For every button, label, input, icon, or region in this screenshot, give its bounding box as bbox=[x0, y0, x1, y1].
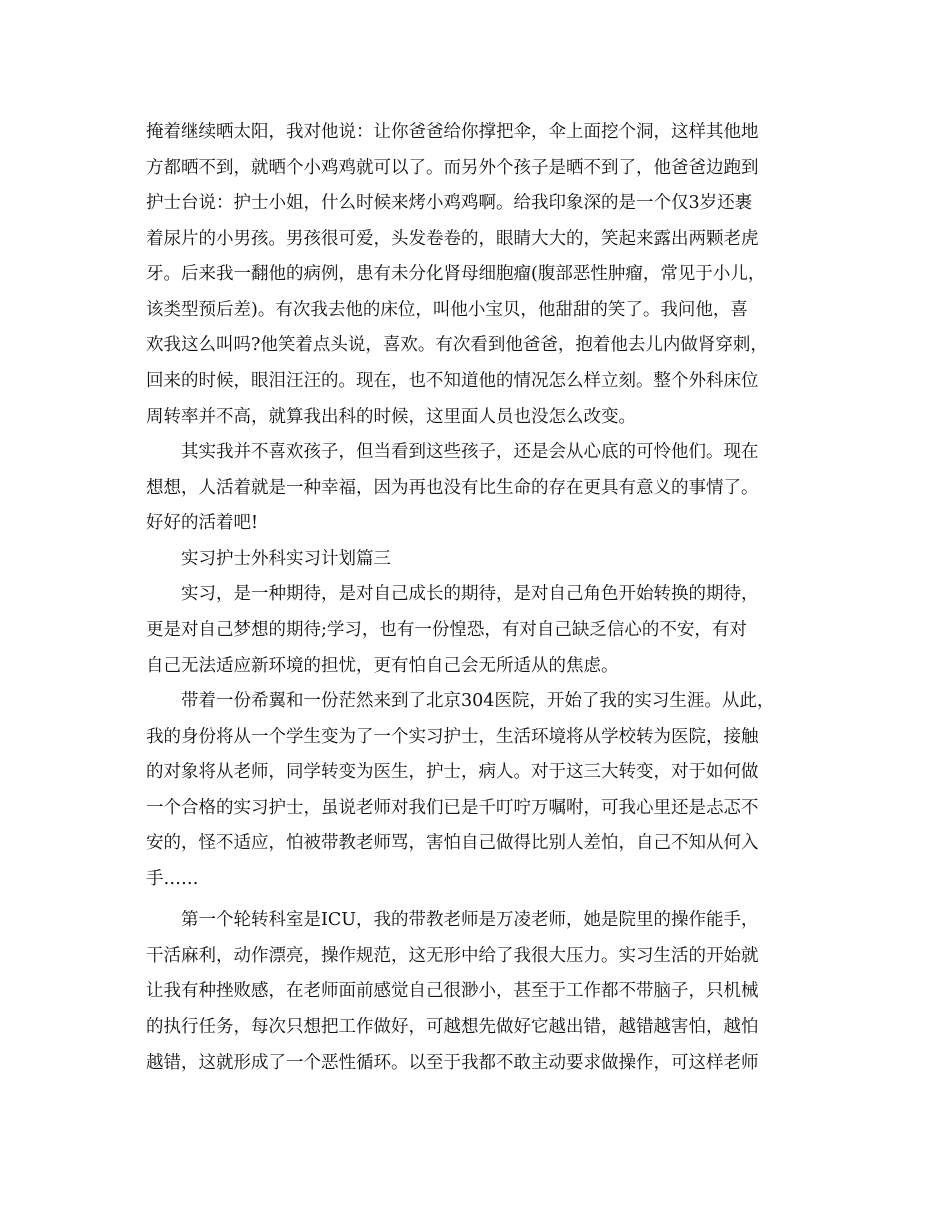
text-line: 其实我并不喜欢孩子，但当看到这些孩子，还是会从心底的可怜他们。现在 bbox=[146, 442, 759, 462]
text-line: 第一个轮转科室是ICU，我的带教老师是万凌老师，她是院里的操作能手， bbox=[146, 910, 759, 930]
text-line: 实习，是一种期待，是对自己成长的期待，是对自己角色开始转换的期待， bbox=[146, 584, 759, 604]
text-line: 回来的时候，眼泪汪汪的。现在，也不知道他的情况怎么样立刻。整个外科床位 bbox=[146, 371, 759, 391]
text-line: 更是对自己梦想的期待;学习，也有一份惶恐，有对自己缺乏信心的不安，有对 bbox=[146, 620, 747, 640]
text-line: 的执行任务，每次只想把工作做好，可越想先做好它越出错，越错越害怕，越怕 bbox=[146, 1017, 759, 1037]
text-line: 该类型预后差)。有次我去他的床位，叫他小宝贝，他甜甜的笑了。我问他，喜 bbox=[146, 300, 748, 320]
text-line: 牙。后来我一翻他的病例，患有未分化肾母细胞瘤(腹部恶性肿瘤，常见于小儿， bbox=[146, 264, 766, 284]
section-heading: 实习护士外科实习计划篇三 bbox=[146, 549, 391, 569]
text-line: 越错，这就形成了一个恶性循环。以至于我都不敢主动要求做操作，可这样老师 bbox=[146, 1053, 759, 1073]
text-line: 掩着继续晒太阳，我对他说：让你爸爸给你撑把伞，伞上面挖个洞，这样其他地 bbox=[146, 122, 759, 142]
text-line: 让我有种挫败感，在老师面前感觉自己很渺小，甚至于工作都不带脑子，只机械 bbox=[146, 981, 759, 1001]
text-line: 欢我这么叫吗?他笑着点头说，喜欢。有次看到他爸爸，抱着他去儿内做肾穿刺， bbox=[146, 335, 768, 355]
text-line: 带着一份希翼和一份茫然来到了北京304医院，开始了我的实习生涯。从此， bbox=[146, 691, 775, 711]
text-line: 护士台说：护士小姐，什么时候来烤小鸡鸡啊。给我印象深的是一个仅3岁还裹 bbox=[146, 193, 753, 213]
text-line: 好好的活着吧! bbox=[146, 513, 259, 533]
text-line: 一个合格的实习护士，虽说老师对我们已是千叮咛万嘱咐，可我心里还是忐忑不 bbox=[146, 798, 759, 818]
text-line: 周转率并不高，就算我出科的时候，这里面人员也没怎么改变。 bbox=[146, 407, 636, 427]
text-line: 的对象将从老师，同学转变为医生，护士，病人。对于这三大转变，对于如何做 bbox=[146, 762, 759, 782]
text-line: 干活麻利，动作漂亮，操作规范，这无形中给了我很大压力。实习生活的开始就 bbox=[146, 946, 759, 966]
text-line: 我的身份将从一个学生变为了一个实习护士，生活环境将从学校转为医院，接触 bbox=[146, 727, 759, 747]
text-line: 方都晒不到，就晒个小鸡鸡就可以了。而另外个孩子是晒不到了，他爸爸边跑到 bbox=[146, 158, 759, 178]
text-line: 想想，人活着就是一种幸福，因为再也没有比生命的存在更具有意义的事情了。 bbox=[146, 478, 759, 498]
text-line: 手…… bbox=[146, 869, 199, 889]
text-line: 安的，怪不适应，怕被带教老师骂，害怕自己做得比别人差怕，自己不知从何入 bbox=[146, 833, 759, 853]
text-line: 着尿片的小男孩。男孩很可爱，头发卷卷的，眼睛大大的，笑起来露出两颗老虎 bbox=[146, 229, 759, 249]
text-line: 自己无法适应新环境的担忧，更有怕自己会无所适从的焦虑。 bbox=[146, 656, 619, 676]
